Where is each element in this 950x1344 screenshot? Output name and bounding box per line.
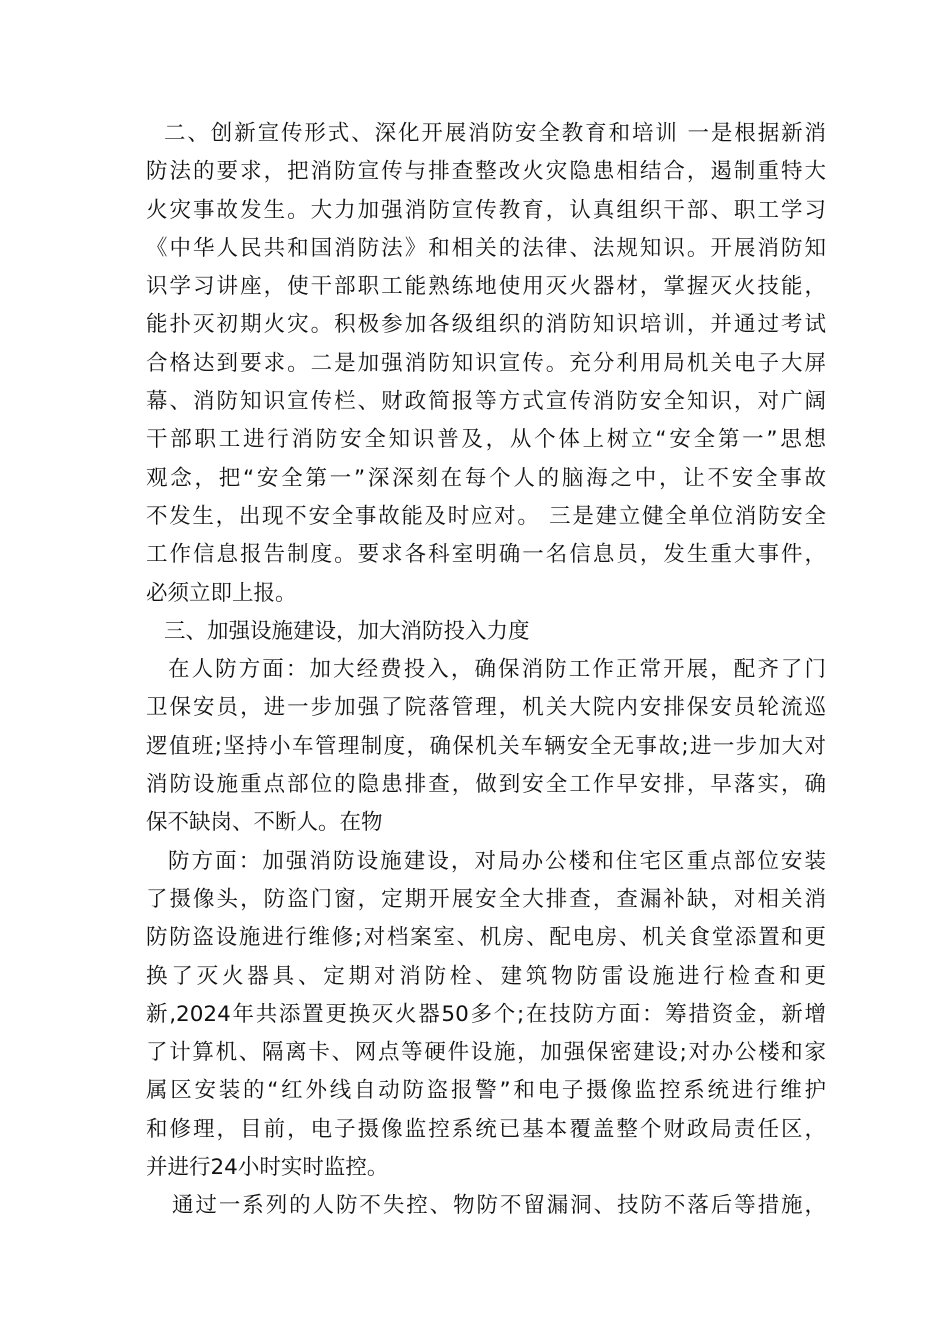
document-body	[146, 115, 826, 1226]
text-line: 干部职工进行消防安全知识普及，从个体上树立“安全第一”思想	[146, 427, 826, 453]
text-line: 幕、消防知识宣传栏、财政简报等方式宣传消防安全知识，对广阔	[146, 389, 826, 415]
text-line: 火灾事故发生。大力加强消防宣传教育，认真组织干部、职工学习	[146, 197, 826, 223]
text-line: 在人防方面：加大经费投入，确保消防工作正常开展，配齐了门	[168, 657, 826, 683]
text-line: 必须立即上报。	[146, 580, 297, 606]
text-line: 保不缺岗、不断人。在物	[146, 810, 383, 836]
text-line: 通过一系列的人防不失控、物防不留漏洞、技防不落后等措施，	[172, 1193, 826, 1219]
text-line: 了摄像头，防盗门窗，定期开展安全大排查，查漏补缺，对相关消	[146, 886, 826, 912]
text-line: 属区安装的“红外线自动防盗报警”和电子摄像监控系统进行维护	[146, 1078, 826, 1104]
text-line: 能扑灭初期火灾。积极参加各级组织的消防知识培训，并通过考试	[146, 312, 826, 338]
text-line: 识学习讲座，使干部职工能熟练地使用灭火器材，掌握灭火技能，	[146, 274, 826, 300]
text-line: 防方面：加强消防设施建设，对局办公楼和住宅区重点部位安装	[168, 848, 826, 874]
text-line: 换了灭火器具、定期对消防栓、建筑物防雷设施进行检查和更	[146, 963, 826, 989]
section-heading: 三、加强设施建设，加大消防投入力度	[164, 618, 530, 644]
text-line: 新,2024年共添置更换灭火器50多个;在技防方面：筹措资金，新增	[146, 1001, 826, 1027]
text-line: 消防设施重点部位的隐患排查，做到安全工作早安排，早落实，确	[146, 772, 826, 798]
text-line: 卫保安员，进一步加强了院落管理，机关大院内安排保安员轮流巡	[146, 695, 826, 721]
text-line: 逻值班;坚持小车管理制度，确保机关车辆安全无事故;进一步加大对	[146, 733, 826, 759]
text-line: 合格达到要求。二是加强消防知识宣传。充分利用局机关电子大屏	[146, 350, 826, 376]
text-line: 观念，把“安全第一”深深刻在每个人的脑海之中，让不安全事故	[146, 465, 826, 491]
text-line: 并进行24小时实时监控。	[146, 1155, 389, 1181]
text-line: 了计算机、隔离卡、网点等硬件设施，加强保密建设;对办公楼和家	[146, 1040, 826, 1066]
text-line: 二、创新宣传形式、深化开展消防安全教育和培训 一是根据新消	[164, 121, 826, 146]
text-line: 不发生，出现不安全事故能及时应对。 三是建立健全单位消防安全	[146, 503, 826, 529]
text-line: 和修理，目前，电子摄像监控系统已基本覆盖整个财政局责任区，	[146, 1116, 826, 1142]
text-line: 工作信息报告制度。要求各科室明确一名信息员，发生重大事件，	[146, 542, 826, 568]
text-line: 防防盗设施进行维修;对档案室、机房、配电房、机关食堂添置和更	[146, 925, 826, 951]
text-line: 《中华人民共和国消防法》和相关的法律、法规知识。开展消防知	[146, 235, 826, 261]
text-line: 防法的要求，把消防宣传与排查整改火灾隐患相结合，遏制重特大	[146, 159, 826, 185]
